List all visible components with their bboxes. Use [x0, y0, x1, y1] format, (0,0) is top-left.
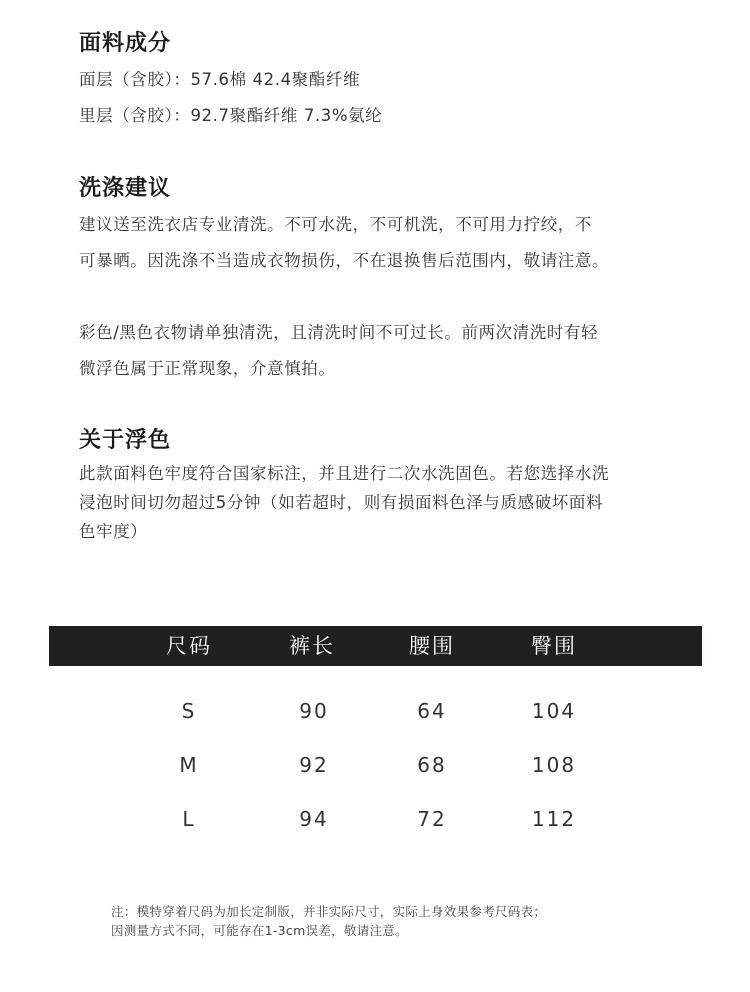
header-waist: 腰围 [409, 634, 455, 658]
wash-text-line: 可暴晒。因洗涤不当造成衣物损伤，不在退换售后范围内，敬请注意。 [79, 251, 610, 270]
wash-title: 洗涤建议 [79, 176, 172, 201]
color-fading-text-line: 浸泡时间切勿超过5分钟（如若超时，则有损面料色泽与质感破坏面料 [79, 493, 604, 512]
wash-text-line: 微浮色属于正常现象，介意慎拍。 [79, 359, 336, 378]
fabric-section [79, 29, 699, 134]
cell-size: M [179, 753, 199, 777]
table-row [49, 684, 702, 738]
size-table-header [49, 626, 702, 666]
note-line: 因测量方式不同，可能存在1-3cm误差，敬请注意。 [111, 923, 408, 938]
cell-waist: 72 [417, 807, 447, 831]
cell-waist: 68 [417, 753, 447, 777]
color-fading-text-line: 此款面料色牢度符合国家标注，并且进行二次水洗固色。若您选择水洗 [79, 464, 610, 483]
cell-waist: 64 [417, 699, 447, 723]
cell-pants-length: 94 [299, 807, 329, 831]
cell-hip: 112 [531, 807, 577, 831]
note-line: 注：模特穿着尺码为加长定制版，并非实际尺寸，实际上身效果参考尺码表； [111, 904, 547, 919]
wash-text-line: 彩色/黑色衣物请单独清洗，且清洗时间不可过长。前两次清洗时有轻 [79, 323, 599, 342]
size-table [49, 626, 702, 831]
header-pants-length: 裤长 [289, 634, 335, 658]
cell-size: L [182, 807, 196, 831]
wash-text-line: 建议送至洗衣店专业清洗。不可水洗，不可机洗，不可用力拧绞，不 [79, 215, 592, 234]
cell-hip: 104 [531, 699, 577, 723]
table-row [49, 738, 702, 792]
cell-size: S [181, 699, 197, 723]
cell-pants-length: 92 [299, 753, 329, 777]
fabric-inner-layer: 里层（含胶）：92.7聚酯纤维 7.3%氨纶 [79, 106, 383, 125]
paragraph-gap [79, 279, 699, 315]
cell-hip: 108 [531, 753, 577, 777]
color-fading-title: 关于浮色 [79, 428, 172, 453]
cell-pants-length: 90 [299, 699, 329, 723]
header-size: 尺码 [166, 634, 212, 658]
color-fading-text-line: 色牢度） [79, 522, 148, 541]
fabric-title: 面料成分 [79, 31, 172, 56]
table-row [49, 792, 702, 846]
header-hip: 臀围 [531, 634, 577, 658]
wash-section [79, 174, 699, 387]
measurement-note [111, 902, 671, 940]
fabric-outer-layer: 面层（含胶）：57.6棉 42.4聚酯纤维 [79, 70, 361, 89]
color-fading-section [79, 426, 699, 546]
